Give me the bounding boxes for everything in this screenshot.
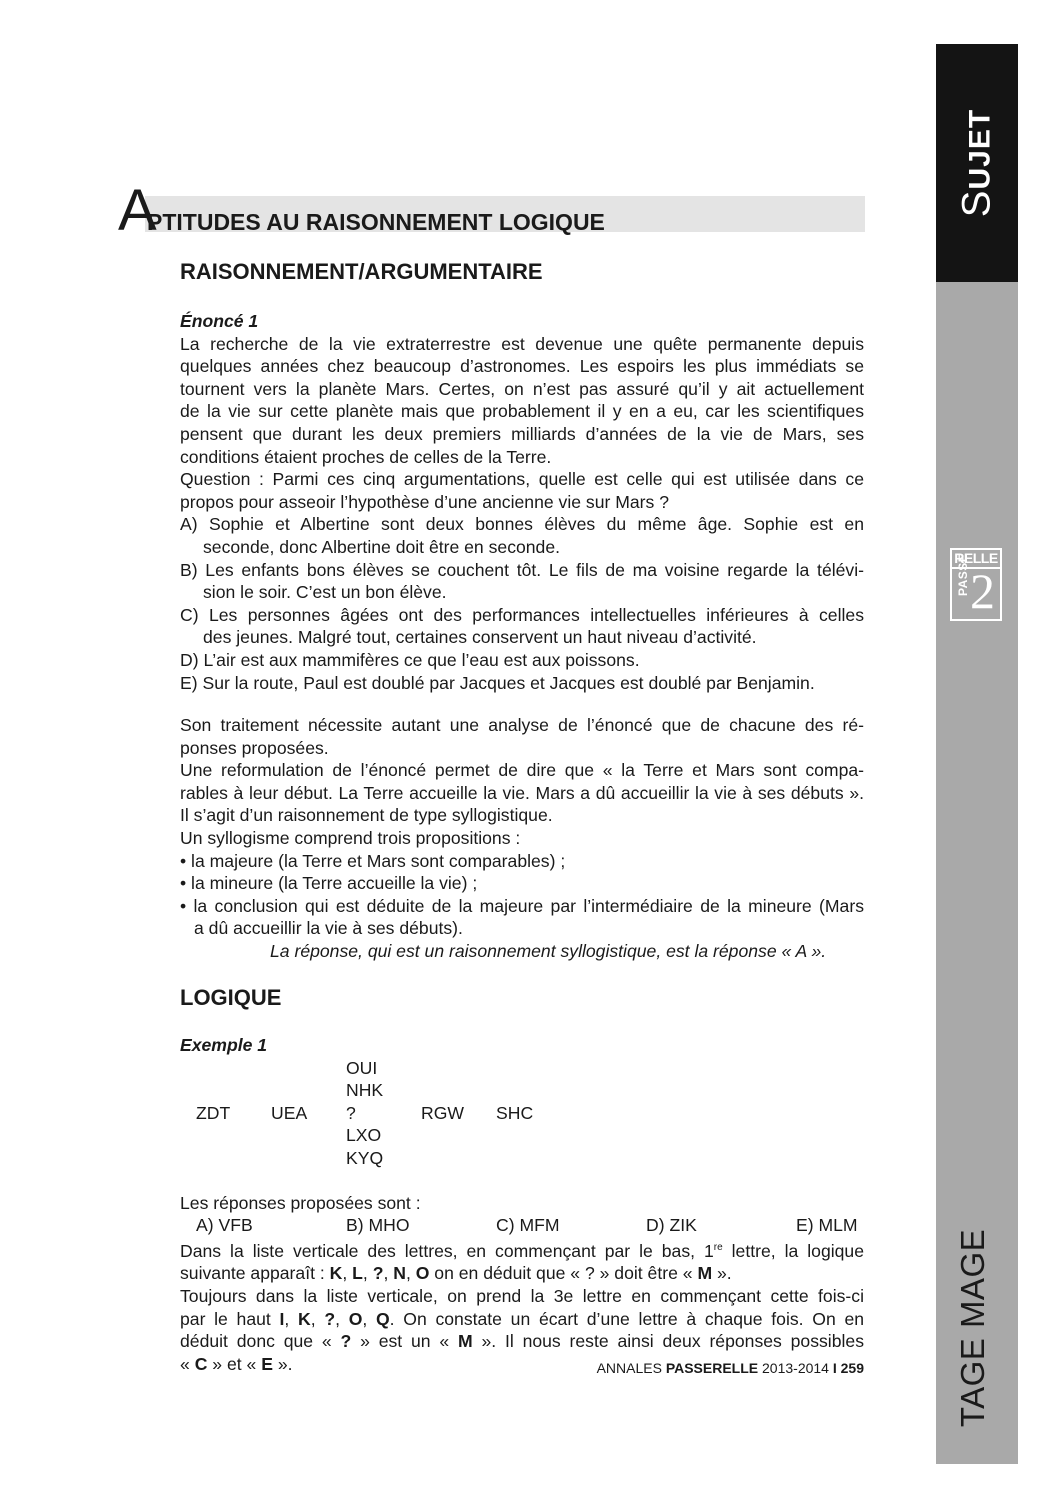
- response-option: A) VFB: [196, 1215, 253, 1235]
- bullet-item-cont: a dû accueillir la vie à ses débuts).: [194, 918, 463, 939]
- title-initial: A: [118, 178, 157, 243]
- response-option: C) MFM: [496, 1215, 560, 1235]
- enonce-line: quelques années chez beaucoup d’astronomes. Les espoirs les plus immédiats se: [180, 356, 864, 377]
- question-line: Question : Parmi ces cinq argumentations, quelle est celle qui est utilisée dans ce: [180, 469, 864, 490]
- enonce-label: Énoncé 1: [180, 311, 259, 331]
- sidebar-tage-mage-label: TAGE MAGE: [954, 1228, 991, 1428]
- enonce-line: tournent vers la planète Mars. Certes, on n’est pas assuré qu’il y ait actuellement: [180, 378, 864, 399]
- section-heading-logique: LOGIQUE: [180, 985, 282, 1010]
- grid-cell: NHK: [346, 1080, 384, 1100]
- explanation-line: Dans la liste verticale des lettres, en commençant par le bas, 1re lettre, la logique: [180, 1240, 864, 1261]
- response-option: D) ZIK: [646, 1215, 697, 1235]
- section-heading-raisonnement: RAISONNEMENT/ARGUMENTAIRE: [180, 259, 543, 284]
- explanation-line: par le haut I, K, ?, O, Q. On constate un écart d’une lettre à chaque fois. On en: [180, 1308, 865, 1329]
- explanation-line: déduit donc que « ? » est un « M ». Il nous reste ainsi deux réponses possibles: [180, 1331, 864, 1352]
- grid-cell: SHC: [496, 1103, 534, 1123]
- enonce-line: de la vie sur cette planète mais que probablement il y en a eu, car les scientifiques: [180, 401, 864, 422]
- explanation-line: suivante apparaît : K, L, ?, N, O on en déduit que « ? » doit être « M ».: [180, 1263, 732, 1284]
- analysis-line: Son traitement nécessite autant une analyse de l’énoncé que de chacune des ré-: [180, 715, 864, 735]
- analysis-line: ponses proposées.: [180, 737, 329, 758]
- answer-line: La réponse, qui est un raisonnement syllogistique, est la réponse « A ».: [270, 941, 827, 961]
- analysis-line: Un syllogisme comprend trois propositions :: [180, 827, 521, 848]
- question-line: propos pour asseoir l’hypothèse d’une ancienne vie sur Mars ?: [180, 491, 669, 512]
- bullet-item: • la conclusion qui est déduite de la majeure par l’intermédiaire de la mineure (Mars: [180, 895, 864, 916]
- sidebar-sujet-label: SUJET: [954, 108, 999, 218]
- grid-cell: OUI: [346, 1058, 378, 1078]
- option-c-cont: des jeunes. Malgré tout, certaines conservent un haut niveau d’activité.: [203, 627, 757, 648]
- passerelle-2-logo: RELLE PASSE 2: [950, 548, 1002, 621]
- option-a-cont: seconde, donc Albertine doit être en seconde.: [203, 536, 561, 557]
- response-option: E) MLM: [796, 1215, 858, 1235]
- option-e: E) Sur la route, Paul est doublé par Jacques et Jacques est doublé par Benjamin.: [180, 672, 815, 693]
- explanation-block: [180, 1237, 864, 1375]
- grid-cell: LXO: [346, 1125, 382, 1145]
- analysis-line: rables à leur début. La Terre accueille la vie. Mars a dû accueillir la vie à ses débuts ».: [180, 782, 864, 803]
- responses-intro: Les réponses proposées sont :: [180, 1193, 421, 1213]
- analysis-line: Une reformulation de l’énoncé permet de dire que « la Terre et Mars sont compa-: [180, 760, 864, 781]
- option-b: B) Les enfants bons élèves se couchent tôt. Le fils de ma voisine regarde la télévi-: [180, 559, 864, 580]
- enonce-line: conditions étaient proches de celles de la Terre.: [180, 446, 552, 467]
- bullet-item: • la majeure (la Terre et Mars sont comparables) ;: [180, 850, 566, 871]
- response-option: B) MHO: [346, 1215, 410, 1235]
- page-footer: ANNALES PASSERELLE 2013-2014 I 259: [596, 1360, 864, 1376]
- grid-cell: ZDT: [196, 1103, 231, 1123]
- enonce-line: La recherche de la vie extraterrestre est devenue une quête permanente depuis: [180, 333, 864, 354]
- analysis-line: Il s’agit d’un raisonnement de type syllogistique.: [180, 805, 553, 826]
- option-b-cont: sion le soir. C’est un bon élève.: [203, 582, 447, 603]
- bullet-item: • la mineure (la Terre accueille la vie) ;: [180, 873, 478, 894]
- explanation-line: « C » et « E ».: [180, 1353, 293, 1374]
- grid-cell: KYQ: [346, 1148, 384, 1168]
- grid-cell: UEA: [271, 1103, 308, 1123]
- example-label: Exemple 1: [180, 1035, 268, 1055]
- explanation-line: Toujours dans la liste verticale, on prend la 3e lettre en commençant cette fois-ci: [180, 1286, 864, 1307]
- grid-cell: RGW: [421, 1103, 464, 1123]
- option-a: A) Sophie et Albertine sont deux bonnes élèves du même âge. Sophie est en: [180, 514, 864, 535]
- analysis-block: [180, 714, 864, 940]
- option-d: D) L’air est aux mammifères ce que l’eau est aux poissons.: [180, 649, 640, 670]
- grid-cell-unknown: ?: [346, 1103, 356, 1123]
- enonce-line: pensent que durant les deux premiers milliards d’années de la vie de Mars, ses: [180, 423, 864, 444]
- option-c: C) Les personnes âgées ont des performances intellectuelles inférieures à celles: [180, 604, 864, 625]
- enonce-block: [180, 310, 864, 694]
- page-title: PTITUDES AU RAISONNEMENT LOGIQUE: [147, 209, 605, 235]
